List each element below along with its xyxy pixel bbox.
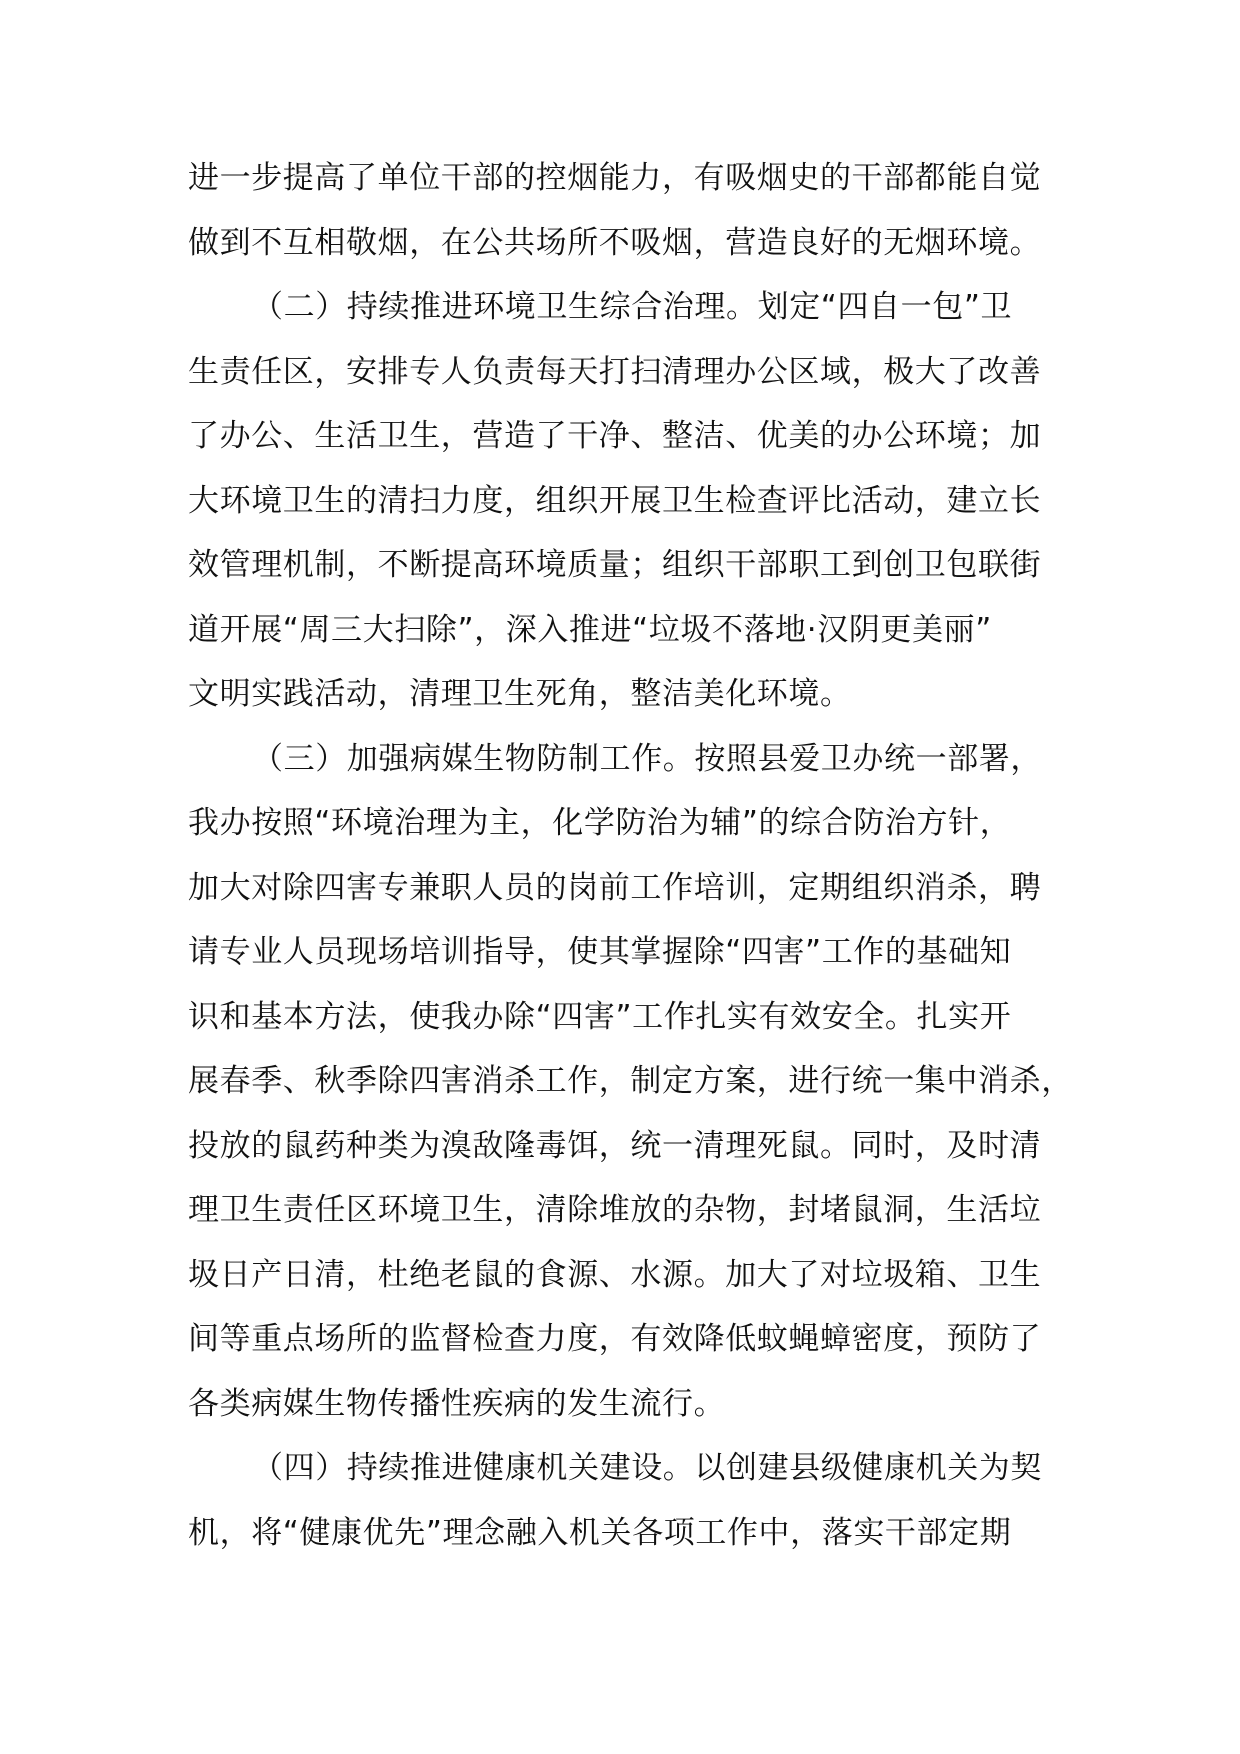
paragraph-first-line: （四）持续推进健康机关建设。以创建县级健康机关为契 — [252, 1450, 1042, 1486]
text-line: 请专业人员现场培训指导，使其掌握除“四害”工作的基础知 — [188, 934, 1012, 970]
text-line: 理卫生责任区环境卫生，清除堆放的杂物，封堵鼠洞，生活垃 — [188, 1192, 1042, 1228]
text-line: 道开展“周三大扫除”，深入推进“垃圾不落地·汉阴更美丽” — [188, 611, 992, 648]
text-line: 进一步提高了单位干部的控烟能力，有吸烟史的干部都能自觉 — [188, 160, 1042, 196]
text-line: 我办按照“环境治理为主，化学防治为辅”的综合防治方针， — [188, 805, 1012, 841]
text-line: 投放的鼠药种类为溴敌隆毒饵，统一清理死鼠。同时，及时清 — [188, 1127, 1042, 1164]
paragraph-first-line: （二）持续推进环境卫生综合治理。划定“四自一包”卫 — [252, 289, 1013, 325]
text-line: 展春季、秋季除四害消杀工作，制定方案，进行统一集中消杀， — [188, 1063, 1073, 1099]
text-line: 大环境卫生的清扫力度，组织开展卫生检查评比活动，建立长 — [188, 482, 1042, 519]
text-line: 加大对除四害专兼职人员的岗前工作培训，定期组织消杀，聘 — [188, 869, 1042, 906]
text-line: 生责任区，安排专人负责每天打扫清理办公区域，极大了改善 — [188, 353, 1042, 390]
text-line: 间等重点场所的监督检查力度，有效降低蚊蝇蟑密度，预防了 — [188, 1321, 1042, 1357]
paragraph-first-line: （三）加强病媒生物防制工作。按照县爱卫办统一部署， — [252, 740, 1042, 777]
text-line: 了办公、生活卫生，营造了干净、整洁、优美的办公环境；加 — [188, 418, 1042, 454]
text-line: 各类病媒生物传播性疾病的发生流行。 — [188, 1385, 726, 1422]
text-line: 效管理机制，不断提高环境质量；组织干部职工到创卫包联街 — [188, 547, 1042, 583]
text-line: 做到不互相敬烟，在公共场所不吸烟，营造良好的无烟环境。 — [188, 224, 1042, 261]
text-line: 文明实践活动，清理卫生死角，整洁美化环境。 — [188, 676, 852, 712]
text-line: 识和基本方法，使我办除“四害”工作扎实有效安全。扎实开 — [188, 998, 1012, 1035]
text-line: 圾日产日清，杜绝老鼠的食源、水源。加大了对垃圾箱、卫生 — [188, 1256, 1042, 1293]
text-line: 机，将“健康优先”理念融入机关各项工作中，落实干部定期 — [188, 1514, 1012, 1551]
document-body — [188, 146, 1073, 1565]
